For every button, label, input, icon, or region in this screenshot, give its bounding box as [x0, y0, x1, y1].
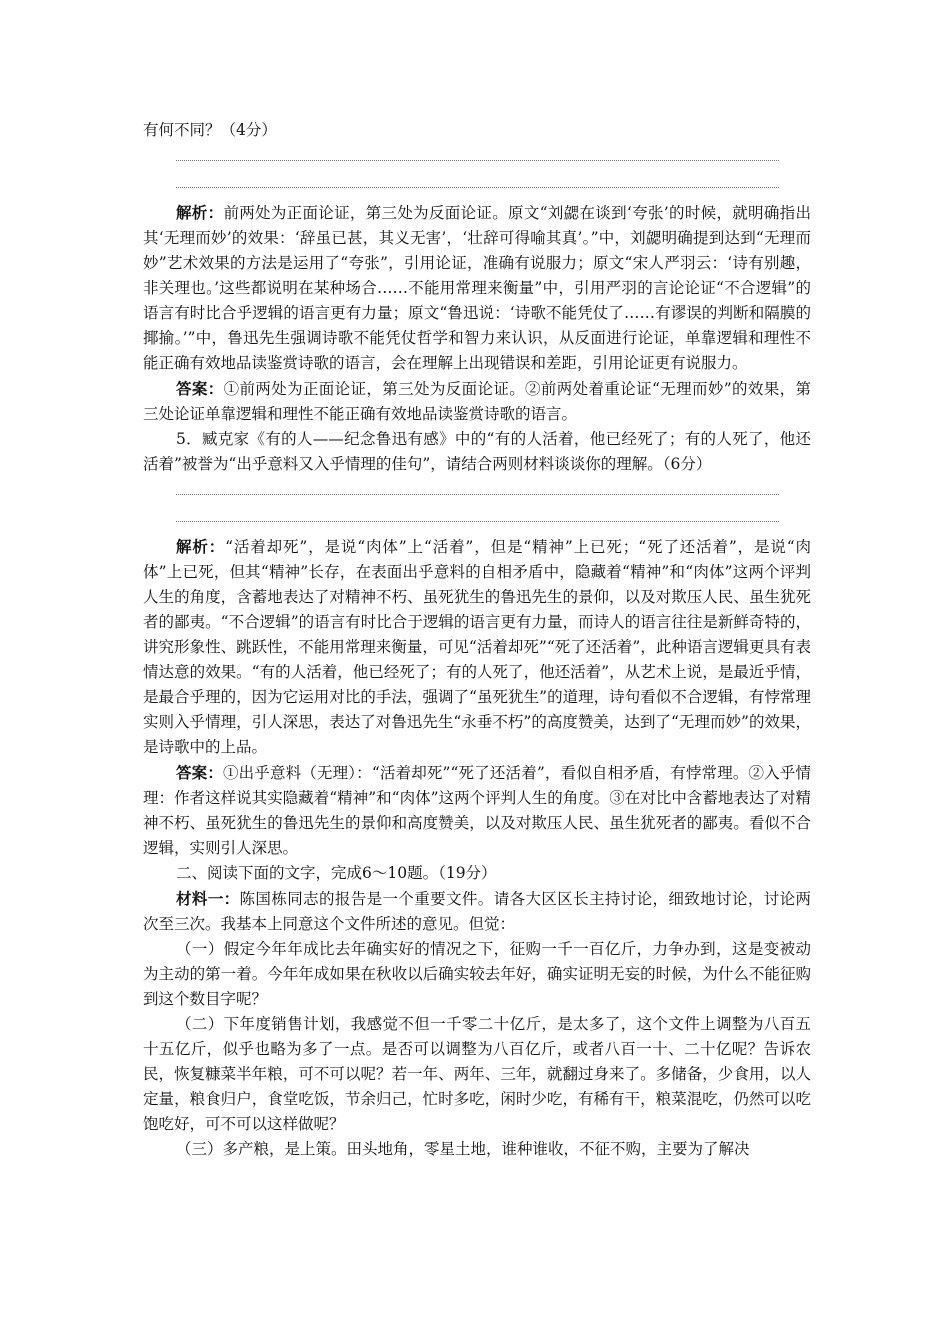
material-one-intro — [143, 886, 811, 937]
q5-analysis-text: “活着却死”，是说“肉体”上“活着”，但是“精神”上已死；“死了还活着”，是说“肉体”上已死，但其“精神”长存，在表面出乎意料的自相矛盾中，隐藏着“精神”和“肉体”这两个评判人生的角度，含蓄地表达了对精神不朽、虽死犹生的鲁迅先生的景仰，以及对欺压人民、虽生犹死者的鄙夷。“不合逻辑”的语言有时比合于逻辑的语言更有力量，而诗人的语言往往是新鲜奇特的，讲究形象性、跳跃性，不能用常理来衡量，可见“活着却死”“死了还活着”，此种语言逻辑更具有表情达意的效果。“有的人活着，他已经死了；有的人死了，他还活着”，从艺术上说，是最近乎情，是最合乎理的，因为它运用对比的手法，强调了“虽死犹生”的道理，诗句看似不合逻辑，有悖常理实则入乎情理，引人深思，表达了对鲁迅先生“永垂不朽”的高度赞美，达到了“无理而妙”的效果，是诗歌中的上品。 — [143, 538, 811, 756]
q5-answer-text: ①出乎意料（无理）：“活着却死”“死了还活着”，看似自相矛盾，有悖常理。②入乎情理：作者这样说其实隐藏着“精神”和“肉体”这两个评判人生的角度。③在对比中含蓄地表达了对精神不朽、虽死犹生的鲁迅先生的景仰和高度赞美，以及对欺压人民、虽生犹死者的鄙夷。看似不合逻辑，实则引人深思。 — [143, 764, 811, 857]
document-page — [143, 118, 811, 1162]
analysis-label: 解析： — [176, 537, 226, 556]
q5-question: 5．臧克家《有的人——纪念鲁迅有感》中的“有的人活着，他已经死了；有的人死了，他还活着”被誉为“出乎意料又入乎情理的佳句”，请结合两则材料谈谈你的理解。（6分） — [143, 430, 811, 473]
answer-line — [176, 160, 779, 161]
q4-analysis — [143, 200, 811, 376]
q4-answer-text: ①前两处为正面论证，第三处为反面论证。②前两处着重论证“无理而妙”的效果，第三处论证单靠逻辑和理性不能正确有效地品读鉴赏诗歌的语言。 — [143, 380, 811, 423]
material-one-point-3: （三）多产粮，是上策。田头地角，零星土地，谁种谁收，不征不购，主要为了解决 — [176, 1140, 750, 1158]
answer-label: 答案： — [176, 379, 224, 398]
section-heading: 二、阅读下面的文字，完成6～10题。（19分） — [176, 864, 497, 882]
q5-analysis — [143, 534, 811, 760]
q5-answer — [143, 760, 811, 861]
material-one-label: 材料一： — [176, 889, 240, 908]
answer-line — [176, 494, 779, 495]
material-one-point-2: （二）下年度销售计划，我感觉不但一千零二十亿斤，是太多了，这个文件上调整为八百五十五亿斤，似乎也略为多了一点。是否可以调整为八百亿斤，或者八百一十、二十亿呢？告诉农民，恢复糠菜半年粮，可不可以呢？若一年、两年、三年，就翻过身来了。多储备，少食用，以人定量，粮食归户，食堂吃饭，节余归己，忙时多吃，闲时少吃，有稀有干，粮菜混吃，仍然可以吃饱吃好，可不可以这样做呢？ — [143, 1015, 811, 1133]
material-one-text: 陈国栋同志的报告是一个重要文件。请各大区区长主持讨论，细致地讨论，讨论两次至三次。我基本上同意这个文件所述的意见。但觉： — [143, 890, 811, 933]
material-one-point-1: （一）假定今年年成比去年确实好的情况之下，征购一千一百亿斤，力争办到，这是变被动为主动的第一着。今年年成如果在秋收以后确实较去年好，确实证明无妄的时候，为什么不能征购到这个数目字呢？ — [143, 940, 811, 1008]
q4-analysis-text: 前两处为正面论证，第三处为反面论证。原文“刘勰在谈到‘夸张’的时候，就明确指出其‘无理而妙’的效果：‘辞虽已甚，其义无害’，‘壮辞可得喻其真’。”中，刘勰明确提到达到“无理而妙”艺术效果的方法是运用了“夸张”，引用论证，准确有说服力；原文“宋人严羽云：‘诗有别趣，非关理也。’这些都说明在某种场合……不能用常理来衡量”中，引用严羽的言论论证“不合逻辑”的语言有时比合乎逻辑的语言更有力量；原文“鲁迅说：‘诗歌不能凭仗了……有谬误的判断和隔膜的揶揄。’”中，鲁迅先生强调诗歌不能凭仗哲学和智力来认识，从反面进行论证，单靠逻辑和理性不能正确有效地品读鉴赏诗歌的语言，会在理解上出现错误和差距，引用论证更有说服力。 — [143, 204, 811, 372]
answer-label: 答案： — [176, 763, 223, 782]
answer-line — [176, 521, 779, 522]
q4-answer — [143, 376, 811, 427]
answer-line — [176, 187, 779, 188]
analysis-label: 解析： — [176, 203, 224, 222]
q4-question-tail: 有何不同？（4分） — [143, 121, 277, 139]
